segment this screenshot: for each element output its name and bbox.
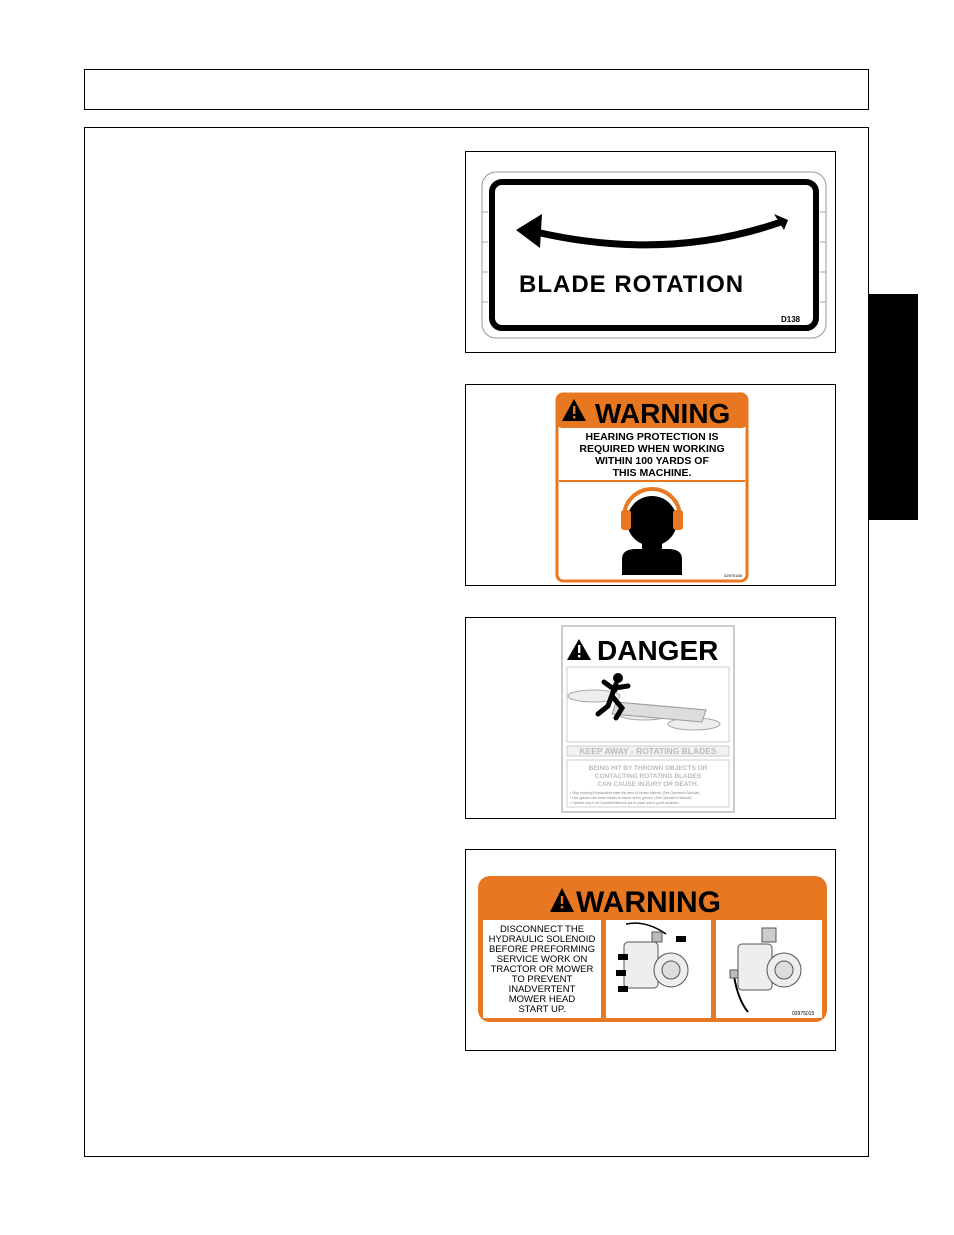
header-box bbox=[84, 69, 869, 110]
blade-rotation-code: D138 bbox=[781, 315, 801, 324]
danger-line: BEING HIT BY THROWN OBJECTS OR bbox=[588, 765, 708, 772]
hearing-signal-word: WARNING bbox=[595, 398, 731, 429]
hearing-line: WITHIN 100 YARDS OF bbox=[595, 455, 709, 467]
danger-bullet: • Use special care when blower is raised off the ground. (See Operator's Manual) bbox=[570, 796, 692, 800]
hydraulic-line: MOWER HEAD bbox=[508, 994, 576, 1005]
hydraulic-line: TRACTOR OR MOWER bbox=[490, 964, 594, 975]
hydraulic-line: SERVICE WORK ON bbox=[496, 954, 588, 965]
danger-subtitle: KEEP AWAY - ROTATING BLADES bbox=[579, 746, 717, 756]
hearing-code: 02975158 bbox=[724, 573, 742, 578]
hearing-warning-decal bbox=[465, 384, 836, 586]
danger-bullet: • Stop mowing if bystanders enter the area of thrown objects. (See Operator's Manual) bbox=[570, 791, 700, 795]
danger-line: CONTACTING ROTATING BLADES bbox=[594, 773, 702, 780]
hydraulic-line: START UP. bbox=[518, 1004, 566, 1015]
hearing-line: HEARING PROTECTION IS bbox=[585, 431, 719, 443]
danger-decal bbox=[465, 617, 836, 819]
hearing-line: THIS MACHINE. bbox=[612, 467, 692, 479]
blade-rotation-graphic bbox=[466, 152, 835, 352]
hearing-line: REQUIRED WHEN WORKING bbox=[579, 443, 725, 455]
hydraulic-line: TO PREVENT bbox=[511, 974, 573, 985]
danger-bullet: • Operate only if all Guards/Deflectors are in place and in good condition. bbox=[570, 801, 680, 805]
hydraulic-line: INADVERTENT bbox=[508, 984, 576, 995]
danger-graphic bbox=[466, 618, 835, 818]
blade-rotation-title: BLADE ROTATION bbox=[519, 271, 745, 298]
danger-line: CAN CAUSE INJURY OR DEATH. bbox=[597, 781, 699, 788]
section-tab bbox=[869, 294, 918, 520]
ear-protection-icon bbox=[621, 489, 683, 575]
danger-signal-word: DANGER bbox=[597, 635, 719, 666]
hydraulic-line: HYDRAULIC SOLENOID bbox=[488, 934, 596, 945]
blade-rotation-decal bbox=[465, 151, 836, 353]
hydraulic-warning-graphic bbox=[466, 850, 835, 1050]
hydraulic-warning-decal bbox=[465, 849, 836, 1051]
hydraulic-line: BEFORE PREFORMING bbox=[488, 944, 596, 955]
hearing-warning-graphic bbox=[466, 385, 835, 585]
hydraulic-signal-word: WARNING bbox=[576, 886, 721, 919]
hydraulic-line: DISCONNECT THE bbox=[499, 924, 585, 935]
hydraulic-code: 02975015 bbox=[792, 1011, 815, 1017]
